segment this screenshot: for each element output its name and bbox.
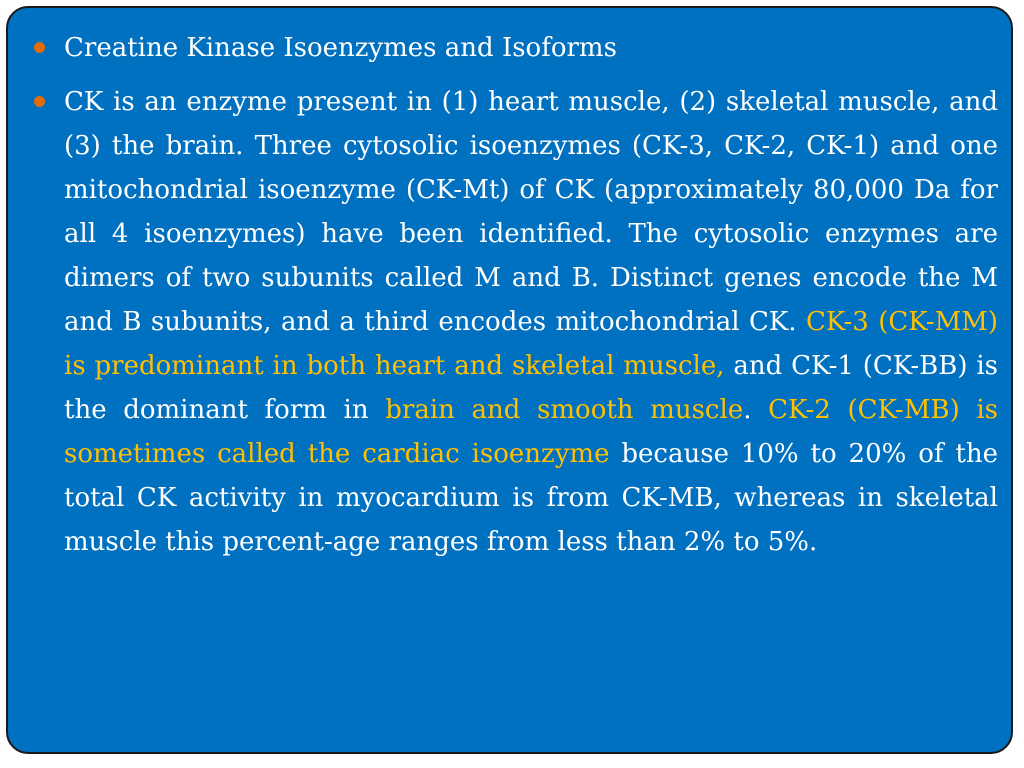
- bullet-dot-icon: [34, 96, 45, 107]
- body-text-1: CK is an enzyme present in (1) heart muscle, (2) skeletal muscle, and (3) the brain. Three cytosolic isoenzymes (CK-3, CK-2, CK-1) and one mitochondrial isoenzyme (CK-Mt) of CK (approximately 80,000 Da for all 4 isoenzymes) have been identified. The cytosolic enzymes are dimers of two subunits called M and B. Distinct genes encode the M and B subunits, and a third encodes mitochondrial CK.: [64, 87, 998, 337]
- highlight-brain-smooth-muscle: brain and smooth muscle: [385, 395, 744, 425]
- bullet-title: [32, 26, 998, 70]
- bullet-dot-icon: [34, 42, 45, 53]
- body-text-2: and CK-1 (CK-BB) is the dominant form in: [64, 351, 998, 425]
- bullet-list: [32, 26, 998, 574]
- highlight-ck3: CK-3 (CK-MM) is predominant in both heart and skeletal muscle,: [64, 307, 998, 381]
- body-text-3: .: [743, 395, 769, 425]
- highlight-ck2: CK-2 (CK-MB) is sometimes called the cardiac isoenzyme: [64, 395, 999, 469]
- body-text-4: because 10% to 20% of the total CK activity in myocardium is from CK-MB, whereas in skeletal muscle this percent-age ranges from less than 2% to 5%.: [64, 439, 998, 557]
- slide: [6, 6, 1013, 754]
- bullet-body: [32, 80, 998, 564]
- bullet-title-text: Creatine Kinase Isoenzymes and Isoforms: [64, 33, 617, 63]
